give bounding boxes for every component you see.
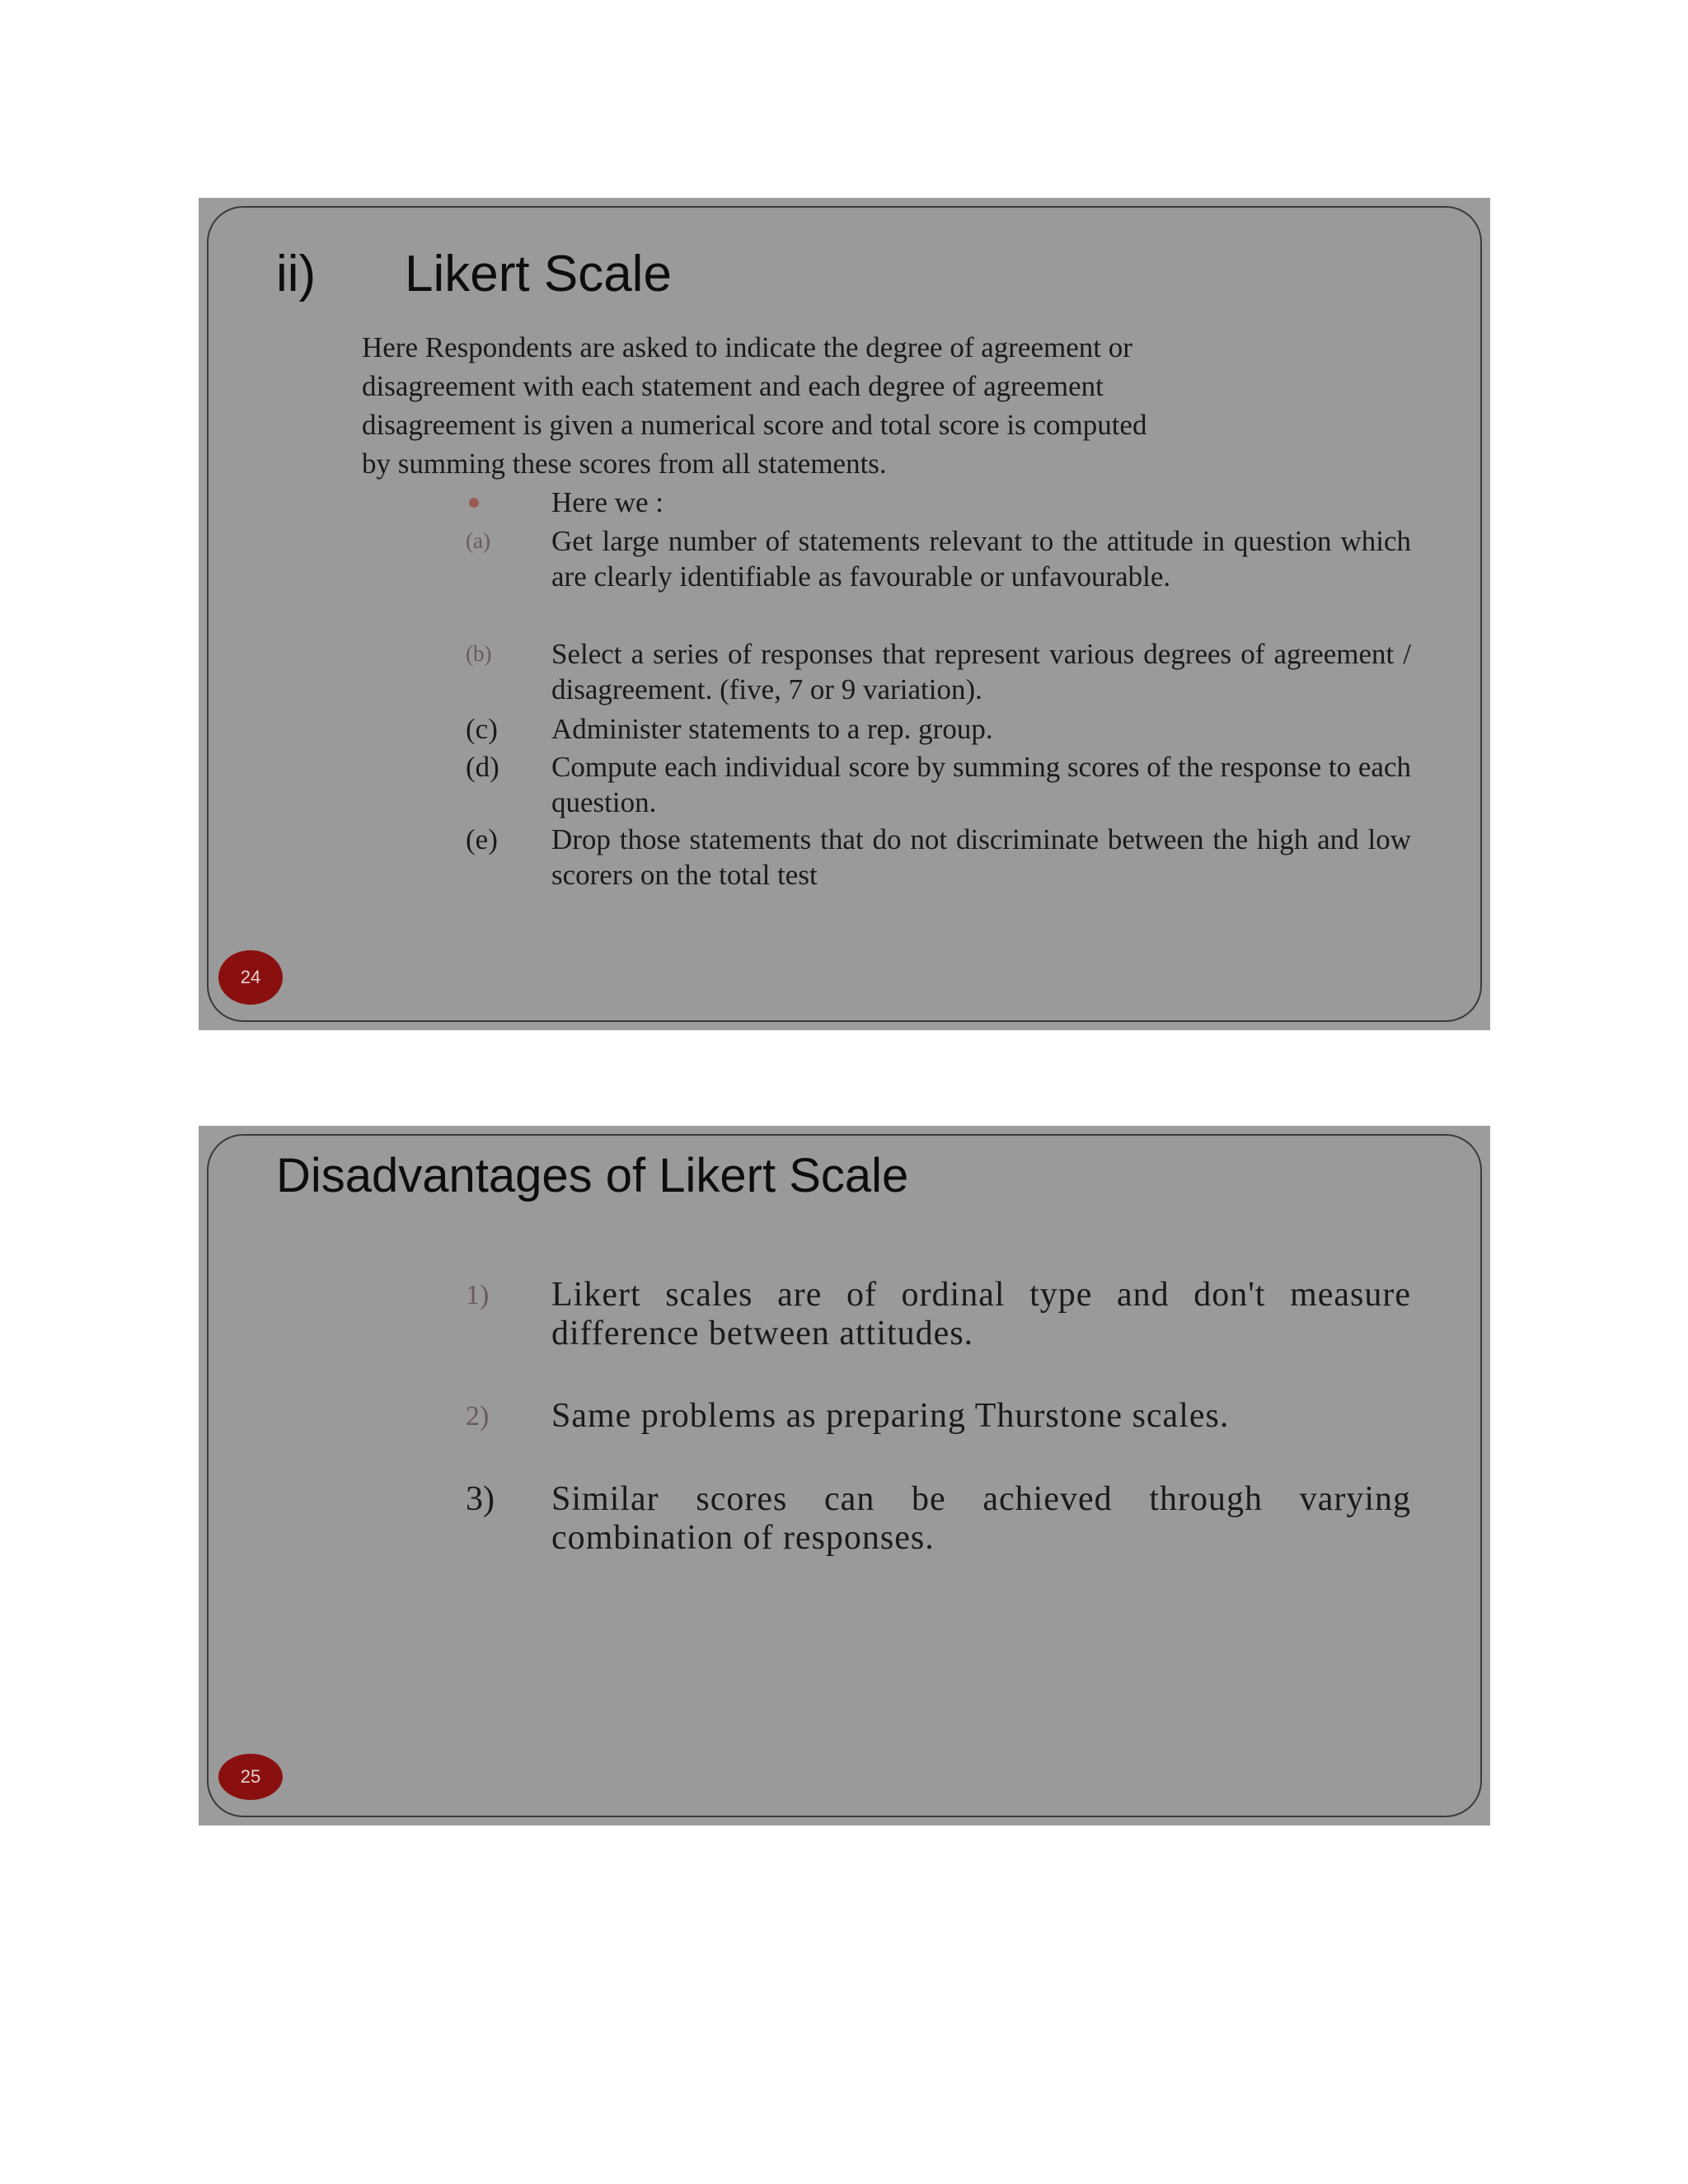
list-marker: (b) [466,641,492,666]
page-number-badge: 25 [218,1754,283,1800]
intro-paragraph [362,328,1285,483]
list-item-text: Get large number of statements relevant to the attitude in question which are clearly identifiable as favourable or unfavourable. [551,525,1411,593]
list-item-text: Compute each individual score by summing scores of the response to each question. [551,751,1411,818]
list-item-text: Likert scales are of ordinal type and don't measure difference between attitudes. [551,1276,1411,1352]
list-item-text: Similar scores can be achieved through varying combination of responses. [551,1480,1411,1557]
list-marker: (d) [466,751,499,783]
list-item-text: Select a series of responses that represent various degrees of agreement / disagreement. (five, 7 or 9 variation). [551,638,1411,705]
list-marker: (c) [466,713,498,745]
slide-title: Disadvantages of Likert Scale [276,1149,909,1202]
slide-title-number: ii) [276,246,316,302]
list-item-text: Drop those statements that do not discriminate between the high and low scorers on the total test [551,823,1411,891]
list-marker: (e) [466,823,498,855]
list-marker: 3) [466,1480,495,1518]
slide-title: Likert Scale [405,246,672,302]
intro-line: Here Respondents are asked to indicate the degree of agreement or [362,331,1132,363]
list-marker: 1) [466,1280,490,1310]
intro-line: disagreement with each statement and each degree of agreement [362,370,1104,402]
list-item-text: Administer statements to a rep. group. [551,713,993,745]
list-marker: 2) [466,1401,490,1432]
slide-likert-scale [199,198,1490,1030]
intro-line: by summing these scores from all statements. [362,448,887,480]
bullet-text: Here we : [551,486,664,518]
list-item-text: Same problems as preparing Thurstone scales. [551,1397,1230,1435]
slide-frame [207,1134,1482,1817]
page-number-badge: 24 [218,950,283,1005]
intro-line: disagreement is given a numerical score and total score is computed [362,409,1147,441]
list-marker: (a) [466,528,490,553]
bullet-dot-icon [469,498,479,508]
slide-disadvantages [199,1126,1490,1825]
